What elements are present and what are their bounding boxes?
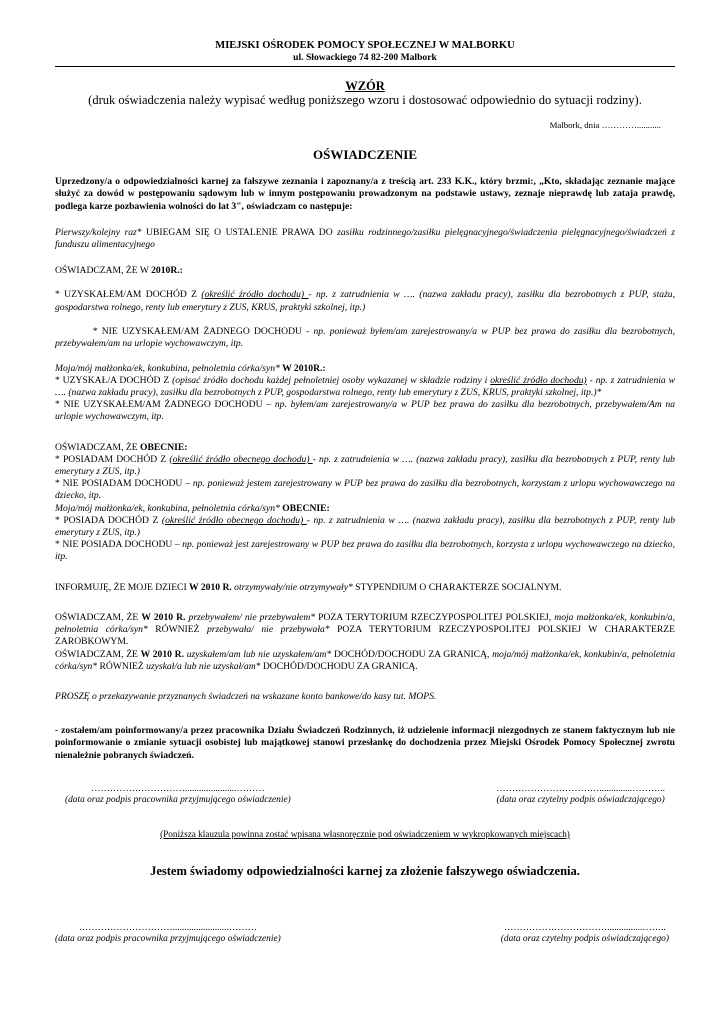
children-year: W 2010 R. (189, 581, 232, 593)
employee-signature-label-1: (data oraz podpis pracownika przyjmującego oświadczenie) (65, 794, 291, 805)
abroad-income-choice: uzyskałem/am lub nie uzyskałem/am* (183, 648, 332, 660)
spouse-no-income-item (55, 399, 675, 423)
spouse-income-item (55, 375, 675, 399)
institution-address: ul. Słowackiego 74 82-200 Malbork (293, 52, 437, 63)
signature-row-1 (55, 784, 675, 806)
abroad-stay-label: OŚWIADCZAM, ŻE (55, 611, 142, 623)
abroad-income-text-2: DOCHÓD/DOCHODU ZA GRANICĄ. (260, 660, 418, 672)
year-income-block (55, 289, 678, 423)
spouse-income-source: określić źródło dochodu) (490, 374, 587, 386)
spouse-year: W 2010R.: (279, 362, 326, 374)
abroad-income-year: W 2010 R. (140, 648, 184, 660)
year-heading-text: OŚWIADCZAM, ŻE W (55, 265, 152, 277)
spouse-current-income-label: * POSIADA DOCHÓD Z (55, 514, 162, 526)
first-application-choice: Pierwszy/kolejny raz* (55, 226, 142, 238)
current-no-income-example: – np. ponieważ jestem zarejestrowany w PUP bez prawa do zasiłku dla bezrobotnych, korzystam z urlopu wychowawczego na dziecko, itp. (55, 478, 676, 502)
spouse-current-income-item (55, 515, 675, 539)
abroad-income-spouse-choice: uzyskał/a lub nie uzyskał/am* (146, 660, 261, 672)
declarant-signature-line-2: ……………………………...............…….. (504, 922, 666, 933)
current-no-income-item (55, 478, 675, 502)
spouse-income-example: - np. z zatrudnienia w …. (nazwa zakładu pracy), zasiłku dla bezrobotnych z PUP, gospodarstwa rolnego, renty lub emerytury z ZUS, KRUS, praktyki szkolnej, itp.)* (55, 374, 675, 399)
date-line: Malbork, dnia …………........... (549, 120, 661, 130)
spouse-current-heading (55, 503, 675, 515)
declarant-signature-2 (501, 923, 669, 945)
spouse-income-instruction: (opisać źródło dochodu każdej pełnoletniej osoby wykazanej w składzie rodziny i (172, 374, 491, 386)
abroad-stay-choice: przebywałem/ nie przebywałem* (185, 611, 316, 623)
employee-signature-2 (55, 923, 281, 945)
spouse-current-no-income-item (55, 539, 675, 563)
intro-paragraph: Uprzedzony/a o odpowiedzialności karnej za fałszywe zeznania i zapoznany/a z treścią art. 233 K.K., który brzmi:, „Kto, składając zeznanie mające służyć za dowód w postępowaniu sądowym lub w innym postępowaniu prowadzonym na podstawie ustawy, zeznaje nieprawdę lub zataja prawdę, podlega karze pozbawienia wolności do lat 3", oświadczam co następuje: (55, 176, 675, 212)
document-page (55, 40, 678, 945)
current-income-block (55, 454, 675, 564)
spouse-current-no-income-label: * NIE POSIADA DOCHODU (55, 539, 175, 551)
abroad-income-paragraph (55, 649, 675, 673)
bank-account-request: PROSZĘ o przekazywanie przyznanych świadczeń na wskazane konto bankowe/do kasy tut. MOPS. (55, 690, 437, 702)
year-heading-colon: : (179, 265, 183, 277)
employee-signature-1 (65, 784, 291, 806)
employee-signature-line-1: …………………………......................……… (91, 783, 265, 794)
year-no-income-item (55, 314, 678, 363)
children-scholarship (55, 582, 675, 594)
current-income-item (55, 454, 675, 478)
spouse-current-no-income-example: – np. ponieważ jest zarejestrowany w PUP bez prawa do zasiłku dla bezrobotnych, korzysta z urlopu wychowawczego na dziecko, itp. (55, 539, 675, 563)
information-notice: - zostałem/am poinformowany/a przez pracownika Działu Świadczeń Rodzinnych, iż udzielenie informacji niezgodnych ze stanem faktycznym lub nie poinformowanie o zmianie sytuacji osobistej lub majątkowej stanowi przesłankę do dochodzenia przez Miejski Ośrodek Pomocy Społecznej zwrotu nienależnie pobranych świadczeń. (55, 725, 675, 761)
declarant-signature-1 (496, 784, 665, 806)
year-income-item (55, 289, 675, 313)
spouse-current-word: OBECNIE: (279, 502, 330, 514)
current-income-instruction: (określić źródło obecnego dochodu) (169, 453, 313, 465)
spouse-no-income-label: * NIE UZYSKAŁEM/AM ŻADNEGO DOCHODU (55, 399, 267, 411)
spouse-current-income-instruction: (określić źródło obecnego dochodu) (161, 514, 307, 526)
spouse-no-income-example: – np. byłem/am zarejestrowany/a w PUP bez prawa do zasiłku dla bezrobotnych, przebywałem/Am na urlopie wychowawczym, itp. (55, 399, 675, 423)
year-heading-year: 2010R. (151, 265, 180, 277)
abroad-income-label: OŚWIADCZAM, ŻE (55, 648, 141, 660)
spouse-income-label: * UZYSKAŁ/A DOCHÓD Z (55, 374, 173, 386)
employee-signature-line-2: …………………………........................……… (78, 922, 257, 933)
no-income-example: - np. ponieważ byłem/am zarejestrowany/a w PUP bez prawa do zasiłku dla bezrobotnych, przebywałem/am na urlopie wychowawczym, itp. (55, 326, 678, 350)
abroad-stay-spouse: moja małżonka/ek, konkubin/a, pełnoletnia córka/syn* (55, 611, 675, 636)
abroad-income-also: RÓWNIEŻ (97, 660, 147, 672)
abroad-income-text: DOCHÓD/DOCHODU ZA GRANICĄ, (331, 648, 493, 660)
signature-row-2 (55, 923, 675, 945)
current-income-example: - np. z zatrudnienia w …. (nazwa zakładu pracy), zasiłku dla bezrobotnych z PUP, renty lub emerytury z ZUS, itp.) (55, 453, 675, 478)
institution-name: MIEJSKI OŚRODEK POMOCY SPOŁECZNEJ W MALBORKU (215, 40, 515, 51)
declarant-signature-label-1: (data oraz czytelny podpis oświadczającego) (496, 794, 665, 805)
spouse-year-heading (55, 363, 675, 375)
current-no-income-label: * NIE POSIADAM DOCHODU (55, 478, 186, 490)
children-scholarship-text: STYPENDIUM O CHARAKTERZE SOCJALNYM. (352, 581, 562, 593)
abroad-stay-year: W 2010 R. (141, 611, 186, 623)
spouse-current-label: Moja/mój małżonka/ek, konkubina, pełnoletnia córka/syn* (55, 502, 280, 514)
wzor-subtitle: (druk oświadczenia należy wypisać według poniższego wzoru i dostosować odpowiednio do sytuacji rodziny). (88, 93, 642, 107)
no-income-label: * NIE UZYSKAŁEM/AM ŻADNEGO DOCHODU (80, 326, 307, 338)
first-application-paragraph (55, 227, 675, 251)
clause-note-text: (Poniższa klauzula powinna zostać wpisana własnoręcznie pod oświadczeniem w wykropkowanych miejscach) (160, 828, 570, 839)
liability-statement: Jestem świadomy odpowiedzialności karnej za złożenie fałszywego oświadczenia. (150, 863, 580, 878)
first-application-text: UBIEGAM SIĘ O USTALENIE PRAWA DO (141, 226, 338, 238)
document-title: OŚWIADCZENIE (312, 147, 418, 163)
declarant-signature-line-1: ……………………………..............……….. (496, 783, 665, 794)
spouse-label: Moja/mój małżonka/ek, konkubina, pełnoletnia córka/syn* (55, 362, 280, 374)
header-divider (55, 66, 675, 67)
current-income-label: * POSIADAM DOCHÓD Z (55, 453, 170, 465)
abroad-stay-paragraph (55, 612, 675, 649)
current-heading (55, 442, 675, 454)
income-label: * UZYSKAŁEM/AM DOCHÓD Z (55, 289, 202, 301)
income-example: - np. z zatrudnienia w …. (nazwa zakładu pracy), zasiłku dla bezrobotnych z PUP, stażu, gospodarstwa rolnego, renty lub emerytury z ZUS, KRUS, praktyki szkolnej, itp.) (55, 289, 675, 313)
wzor-title: WZÓR (345, 79, 385, 93)
abroad-stay-purpose: POZA TERYTORIUM RZECZYPOSPOLITEJ POLSKIEJ W CHARAKTERZE ZAROBKOWYM. (55, 624, 676, 648)
benefit-types: zasiłku rodzinnego/zasiłku pielęgnacyjnego/świadczenia pielęgnacyjnego/świadczeń z funduszu alimentacyjnego (55, 226, 675, 251)
abroad-stay-text: POZA TERYTORIUM RZECZYPOSPOLITEJ POLSKIEJ, (315, 611, 555, 623)
children-choice: otrzymywały/nie otrzymywały* (231, 581, 353, 593)
current-heading-word: OBECNIE: (140, 441, 188, 453)
employee-signature-label-2: (data oraz podpis pracownika przyjmującego oświadczenie) (55, 933, 281, 944)
income-source-instruction: (określić źródło dochodu) (201, 289, 309, 301)
abroad-income-spouse: moja/mój małżonka/ek, konkubin/a, pełnoletnia córka/syn* (55, 648, 676, 672)
abroad-stay-spouse-choice: przebywała/ nie przebywała* (206, 624, 330, 636)
declarant-signature-label-2: (data oraz czytelny podpis oświadczającego) (500, 933, 669, 944)
abroad-stay-also: RÓWNIEŻ (147, 624, 207, 636)
year-heading (55, 265, 675, 277)
current-heading-text: OŚWIADCZAM, ŻE (55, 441, 141, 453)
clause-note (55, 828, 675, 840)
spouse-current-income-example: - np. z zatrudnienia w …. (nazwa zakładu pracy), zasiłku dla bezrobotnych z PUP, renty lub emerytury z ZUS, itp.) (55, 514, 675, 539)
children-label: INFORMUJĘ, ŻE MOJE DZIECI (55, 581, 190, 593)
